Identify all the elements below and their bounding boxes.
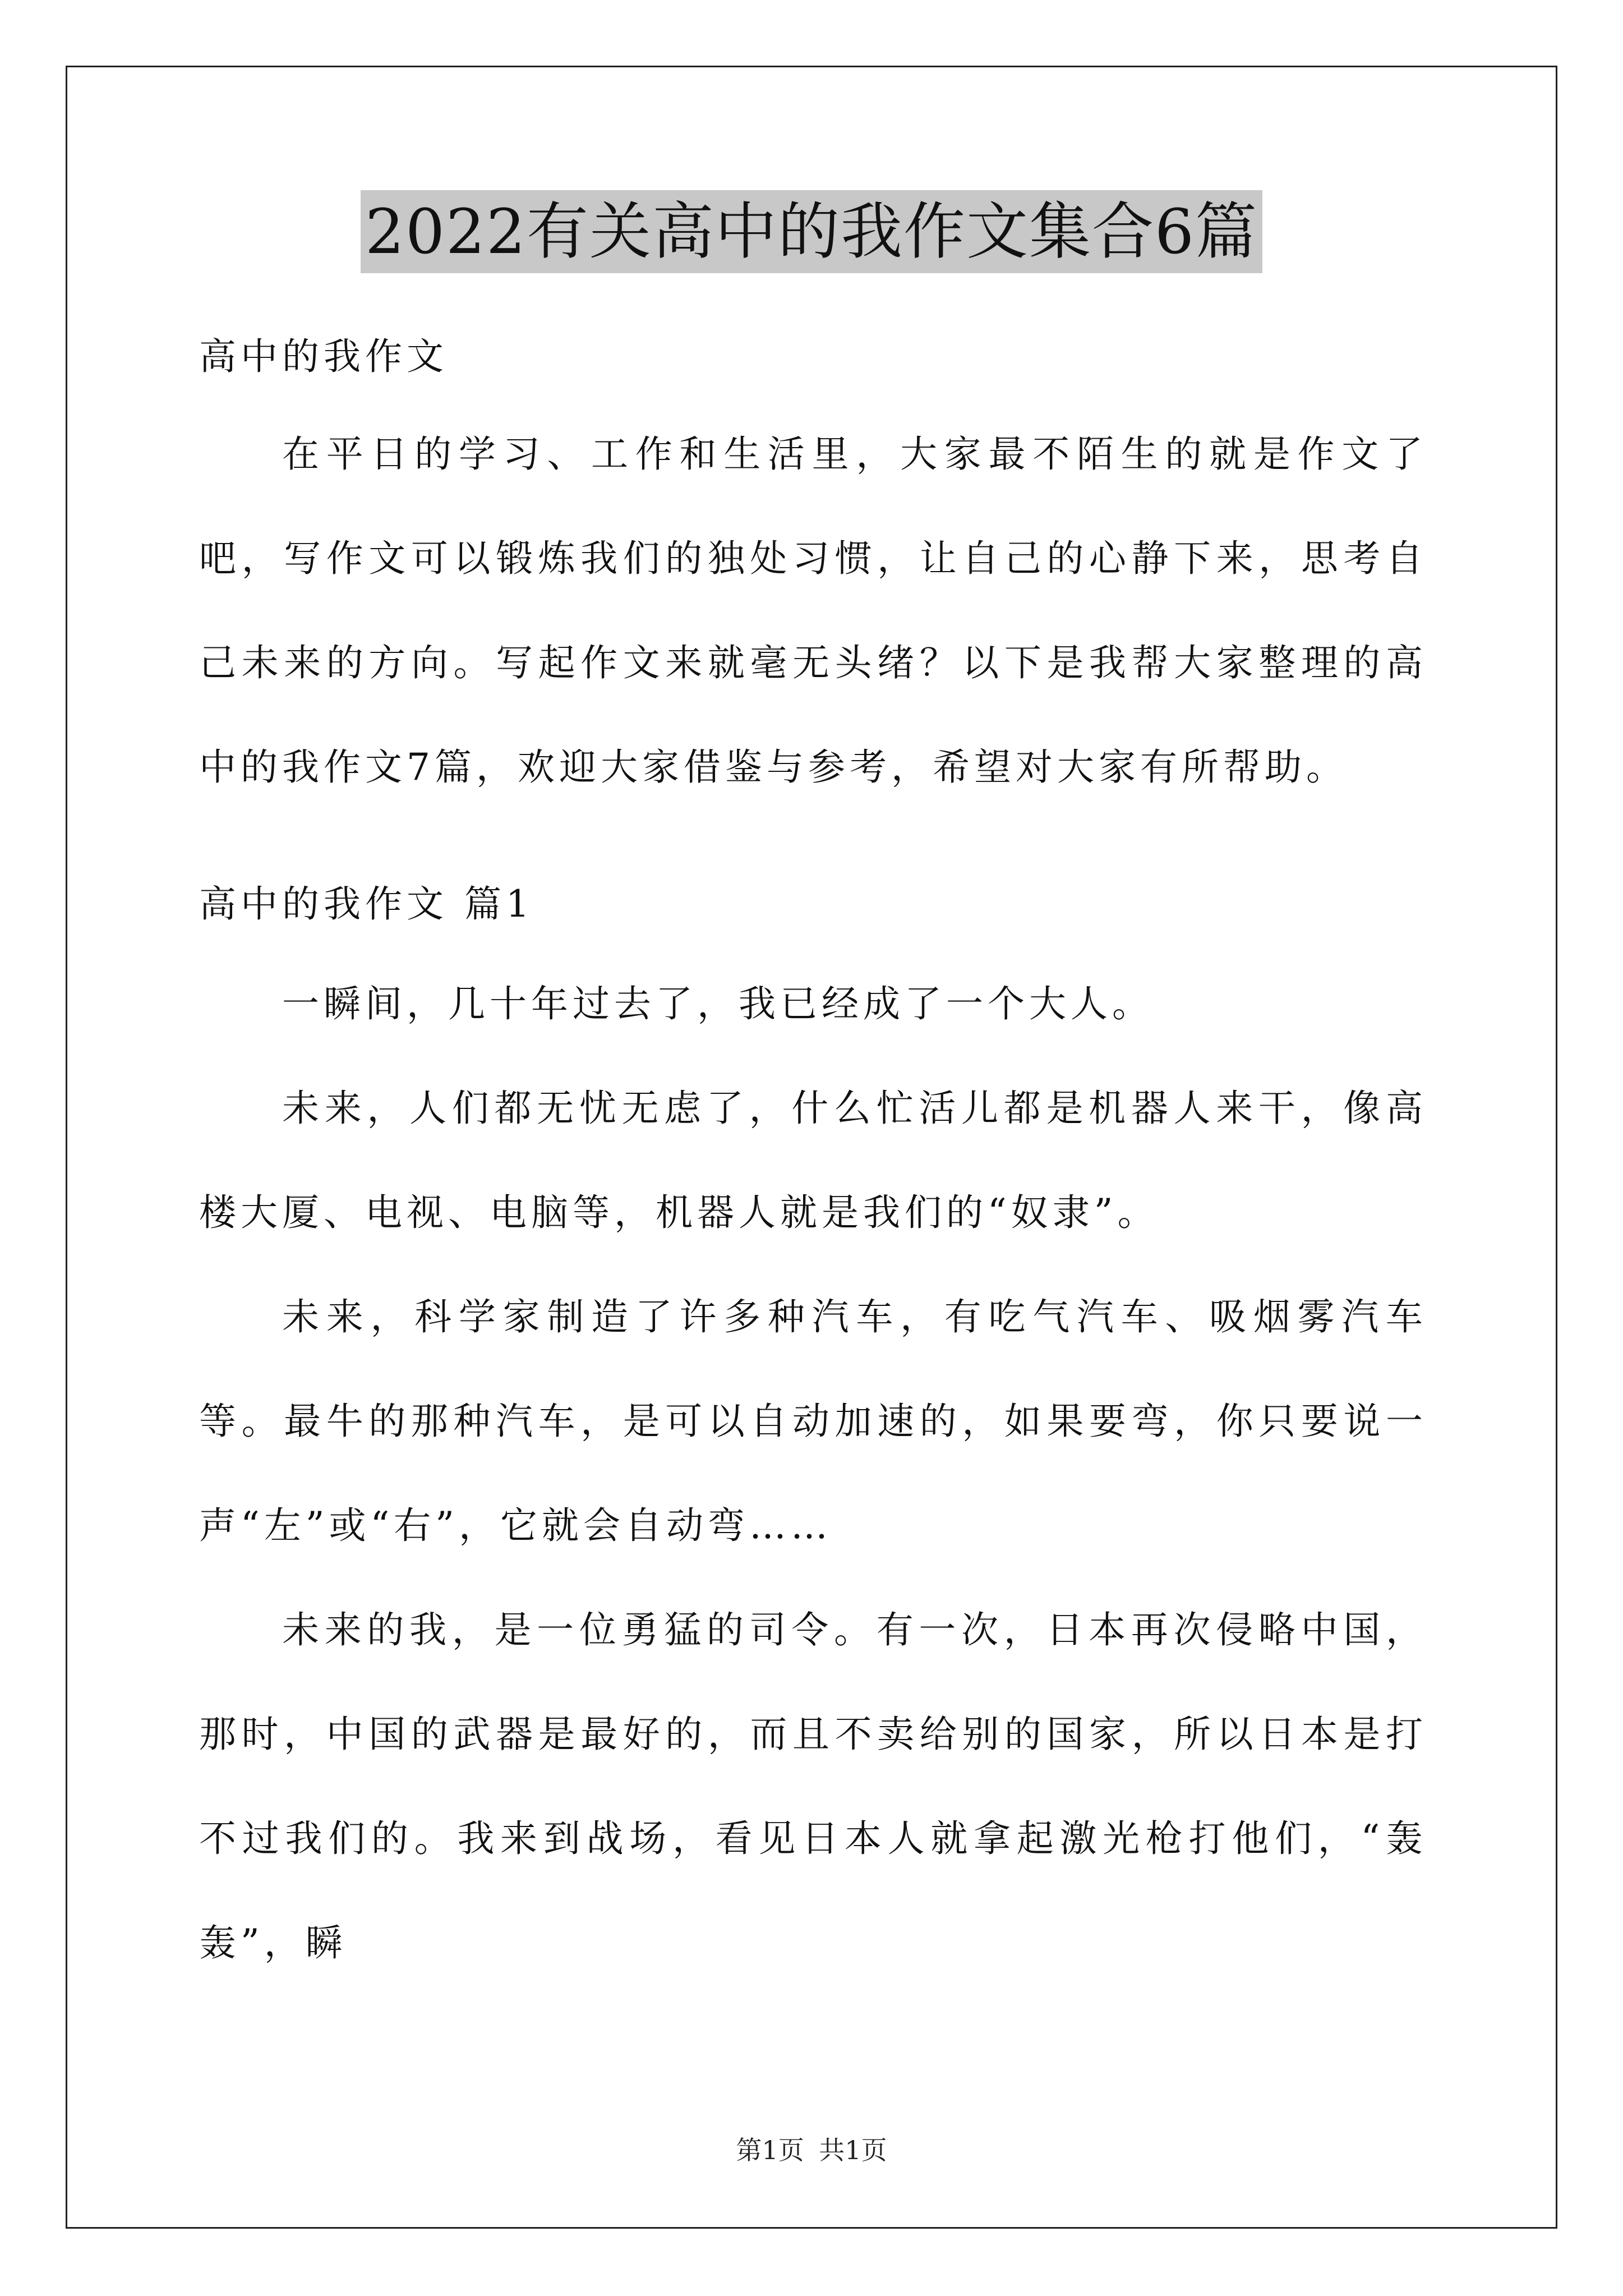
- body-paragraph: 未来的我，是一位勇猛的司令。有一次，日本再次侵略中国，那时，中国的武器是最好的，而且不卖给别的国家，所以日本是打不过我们的。我来到战场，看见日本人就拿起激光枪打他们，“轰轰”，瞬: [199, 1608, 1427, 1964]
- document-title: [0, 196, 1623, 268]
- intro-paragraph: 在平日的学习、工作和生活里，大家最不陌生的就是作文了吧，写作文可以锻炼我们的独处习惯，让自己的心静下来，思考自己未来的方向。写起作文来就毫无头绪？以下是我帮大家整理的高中的我作文7篇，欢迎大家借鉴与参考，希望对大家有所帮助。: [199, 432, 1427, 789]
- document-title-text: 2022有关高中的我作文集合6篇: [361, 190, 1262, 273]
- intro-heading: 高中的我作文: [199, 335, 448, 378]
- document-body: [199, 311, 1427, 1995]
- page-footer: [0, 2130, 1623, 2167]
- body-paragraph: 一瞬间，几十年过去了，我已经成了一个大人。: [282, 982, 1154, 1025]
- section-spacer: [199, 820, 1427, 857]
- body-paragraph: 未来，人们都无忧无虑了，什么忙活儿都是机器人来干，像高楼大厦、电视、电脑等，机器人就是我们的“奴隶”。: [199, 1087, 1427, 1234]
- page-number: 第1页 共1页: [736, 2135, 887, 2165]
- body-paragraph: 未来，科学家制造了许多种汽车，有吃气汽车、吸烟雾汽车等。最牛的那种汽车，是可以自动加速的，如果要弯，你只要说一声“左”或“右”，它就会自动弯……: [199, 1295, 1427, 1547]
- section-heading: 高中的我作文 篇1: [199, 882, 534, 926]
